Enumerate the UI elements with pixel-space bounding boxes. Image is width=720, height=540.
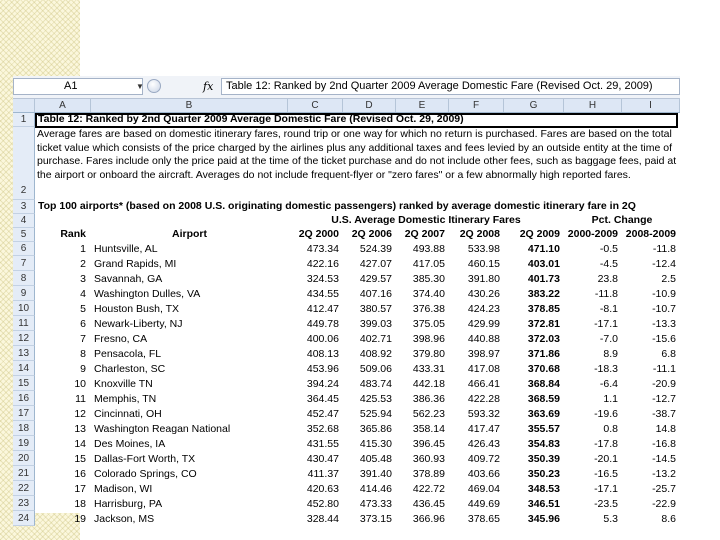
- column-header-d[interactable]: D: [343, 99, 396, 112]
- cell-fare-2q2000[interactable]: 352.68: [306, 423, 339, 435]
- description-text: Average fares are based on domestic itinerary fares, round trip or one way for which no return is purchased. Fares are based on the total ticket value which consists of the price charged by the airlines plus any additional taxes and fees levied by an outside entity at the time of purchase. Fares include only the price paid at the time of the ticket purchase and do not include other fees, such as baggage fees, paid at the airport or onboard the aircraft. Averages do not include frequent-flyer or "zero fares" or a few abnormally high reported fares.: [37, 128, 677, 181]
- cell-fare-2q2006[interactable]: 405.48: [359, 453, 392, 465]
- cell-change-2008-2009[interactable]: -25.7: [652, 483, 676, 495]
- row-header[interactable]: 18: [13, 421, 35, 436]
- cell-airport[interactable]: Cincinnati, OH: [94, 408, 162, 420]
- cell-fare-2q2009[interactable]: 355.57: [527, 423, 560, 435]
- column-header-b[interactable]: B: [91, 99, 288, 112]
- cell-fare-2q2000[interactable]: 420.63: [306, 483, 339, 495]
- cell-change-2008-2009[interactable]: -11.8: [652, 243, 676, 255]
- cell-fare-2q2008[interactable]: 422.28: [467, 393, 500, 405]
- cell-fare-2q2009[interactable]: 354.83: [527, 438, 560, 450]
- cell-change-2000-2009[interactable]: -23.5: [594, 498, 618, 510]
- cell-fare-2q2007[interactable]: 562.23: [412, 408, 445, 420]
- cell-change-2008-2009[interactable]: 14.8: [655, 423, 676, 435]
- cell-fare-2q2006[interactable]: 427.07: [359, 258, 392, 270]
- name-box[interactable]: A1: [13, 78, 143, 95]
- cell-fare-2q2006[interactable]: 414.46: [359, 483, 392, 495]
- cell-fare-2q2007[interactable]: 360.93: [412, 453, 445, 465]
- cell-airport[interactable]: Grand Rapids, MI: [94, 258, 177, 270]
- cell-rank[interactable]: 18: [74, 498, 86, 510]
- cell-fare-2q2007[interactable]: 376.38: [412, 303, 445, 315]
- cell-fare-2q2000[interactable]: 453.96: [306, 363, 339, 375]
- cell-fare-2q2000[interactable]: 430.47: [306, 453, 339, 465]
- cell-fare-2q2006[interactable]: 365.86: [359, 423, 392, 435]
- cell-fare-2q2000[interactable]: 328.44: [306, 513, 339, 525]
- cell-fare-2q2007[interactable]: 436.45: [412, 498, 445, 510]
- cell-change-2000-2009[interactable]: 5.3: [603, 513, 618, 525]
- cell-fare-2q2006[interactable]: 524.39: [359, 243, 392, 255]
- row-header[interactable]: 3: [13, 200, 35, 214]
- cell-fare-2q2007[interactable]: 378.89: [412, 468, 445, 480]
- row-header[interactable]: 2: [13, 127, 35, 200]
- cell-fare-2q2006[interactable]: 391.40: [359, 468, 392, 480]
- cell-fare-2q2008[interactable]: 426.43: [467, 438, 500, 450]
- cell-fare-2q2006[interactable]: 425.53: [359, 393, 392, 405]
- cell-fare-2q2007[interactable]: 433.31: [412, 363, 445, 375]
- cell-rank[interactable]: 17: [74, 483, 86, 495]
- cell-fare-2q2000[interactable]: 411.37: [307, 468, 339, 480]
- formula-input[interactable]: Table 12: Ranked by 2nd Quarter 2009 Average Domestic Fare (Revised Oct. 29, 2009): [221, 78, 680, 95]
- cell-airport[interactable]: Newark-Liberty, NJ: [94, 318, 183, 330]
- cell-change-2008-2009[interactable]: -20.9: [652, 378, 676, 390]
- cell-change-2008-2009[interactable]: 8.6: [661, 513, 676, 525]
- cell-fare-2q2008[interactable]: 449.69: [467, 498, 500, 510]
- cell-rank[interactable]: 10: [74, 378, 86, 390]
- cell-fare-2q2009[interactable]: 372.03: [527, 333, 560, 345]
- cell-rank[interactable]: 16: [74, 468, 86, 480]
- cell-change-2008-2009[interactable]: -16.8: [652, 438, 676, 450]
- cell-airport[interactable]: Washington Dulles, VA: [94, 288, 201, 300]
- formula-bar: [13, 76, 680, 99]
- cell-change-2008-2009[interactable]: -13.3: [652, 318, 676, 330]
- cell-airport[interactable]: Madison, WI: [94, 483, 153, 495]
- column-header-e[interactable]: E: [396, 99, 449, 112]
- row-header[interactable]: 12: [13, 331, 35, 346]
- cell-fare-2q2007[interactable]: 422.72: [412, 483, 445, 495]
- cell-fare-2q2008[interactable]: 466.41: [467, 378, 500, 390]
- cell-fare-2q2007[interactable]: 374.40: [412, 288, 445, 300]
- cell-fare-2q2007[interactable]: 493.88: [412, 243, 445, 255]
- cell-fare-2q2009[interactable]: 471.10: [527, 243, 560, 255]
- cell-fare-2q2006[interactable]: 399.03: [359, 318, 392, 330]
- cell-airport[interactable]: Colorado Springs, CO: [94, 468, 197, 480]
- cell-rank[interactable]: 12: [74, 408, 86, 420]
- cell-rank[interactable]: 6: [80, 318, 86, 330]
- cell-fare-2q2006[interactable]: 415.30: [359, 438, 392, 450]
- cell-fare-2q2009[interactable]: 401.73: [527, 273, 560, 285]
- cell-change-2008-2009[interactable]: -13.2: [652, 468, 676, 480]
- cell-change-2000-2009[interactable]: -20.1: [594, 453, 618, 465]
- cell-change-2008-2009[interactable]: -10.9: [652, 288, 676, 300]
- cell-airport[interactable]: Knoxville TN: [94, 378, 153, 390]
- cell-fare-2q2006[interactable]: 407.16: [359, 288, 392, 300]
- cell-fare-2q2008[interactable]: 460.15: [467, 258, 500, 270]
- spreadsheet-window: [13, 76, 680, 525]
- row-header[interactable]: 7: [13, 256, 35, 271]
- cell-fare-2q2006[interactable]: 408.92: [359, 348, 392, 360]
- header-2q2009: 2Q 2009: [519, 228, 560, 240]
- cell-fare-2q2007[interactable]: 375.05: [412, 318, 445, 330]
- cell-fare-2q2007[interactable]: 442.18: [412, 378, 445, 390]
- cell-fare-2q2009[interactable]: 350.39: [527, 453, 560, 465]
- cell-airport[interactable]: Fresno, CA: [94, 333, 148, 345]
- cell-change-2008-2009[interactable]: -11.1: [652, 363, 676, 375]
- select-all-corner[interactable]: [13, 99, 35, 112]
- cell-rank[interactable]: 3: [80, 273, 86, 285]
- cell-change-2000-2009[interactable]: -18.3: [594, 363, 618, 375]
- cell-fare-2q2006[interactable]: 402.71: [359, 333, 392, 345]
- cell-rank[interactable]: 1: [80, 243, 86, 255]
- column-headers: [13, 99, 680, 113]
- cell-fare-2q2009[interactable]: 346.51: [527, 498, 560, 510]
- name-box-dropdown-icon[interactable]: ▼: [136, 82, 144, 91]
- cell-fare-2q2009[interactable]: 368.59: [527, 393, 560, 405]
- cell-fare-2q2009[interactable]: 371.86: [527, 348, 560, 360]
- cell-fare-2q2008[interactable]: 593.32: [467, 408, 500, 420]
- cell-airport[interactable]: Des Moines, IA: [94, 438, 166, 450]
- fares-group-header: U.S. Average Domestic Itinerary Fares: [331, 214, 521, 226]
- cell-fare-2q2000[interactable]: 324.53: [306, 273, 339, 285]
- header-rank: Rank: [60, 228, 86, 240]
- column-header-i[interactable]: I: [622, 99, 680, 112]
- row-header[interactable]: 1: [13, 113, 35, 127]
- row-header[interactable]: 4: [13, 214, 35, 228]
- cell-rank[interactable]: 8: [80, 348, 86, 360]
- header-airport: Airport: [172, 228, 207, 240]
- row-header[interactable]: 21: [13, 466, 35, 481]
- cell-change-2000-2009[interactable]: -17.1: [594, 318, 618, 330]
- cell-rank[interactable]: 14: [74, 438, 86, 450]
- row-header[interactable]: 23: [13, 496, 35, 511]
- cell-fare-2q2007[interactable]: 386.36: [412, 393, 445, 405]
- cell-fare-2q2000[interactable]: 408.13: [306, 348, 339, 360]
- cell-airport[interactable]: Memphis, TN: [94, 393, 157, 405]
- cell-change-2000-2009[interactable]: -7.0: [599, 333, 618, 345]
- cell-fare-2q2008[interactable]: 409.72: [467, 453, 500, 465]
- row-header[interactable]: 10: [13, 301, 35, 316]
- row-header[interactable]: 14: [13, 361, 35, 376]
- row-header[interactable]: 6: [13, 242, 35, 256]
- header-2q2000: 2Q 2000: [298, 228, 339, 240]
- table-title: Table 12: Ranked by 2nd Quarter 2009 Average Domestic Fare (Revised Oct. 29, 2009): [38, 113, 464, 125]
- cell-fare-2q2008[interactable]: 424.23: [467, 303, 500, 315]
- cell-fare-2q2009[interactable]: 403.01: [527, 258, 560, 270]
- cell-fare-2q2009[interactable]: 383.22: [527, 288, 560, 300]
- cell-change-2000-2009[interactable]: -17.1: [594, 483, 618, 495]
- cell-airport[interactable]: Savannah, GA: [94, 273, 163, 285]
- cell-fare-2q2009[interactable]: 348.53: [527, 483, 560, 495]
- formula-circle-icon: [147, 79, 161, 93]
- cell-airport[interactable]: Charleston, SC: [94, 363, 166, 375]
- cell-fare-2q2008[interactable]: 403.66: [467, 468, 500, 480]
- cell-change-2008-2009[interactable]: -10.7: [652, 303, 676, 315]
- cell-fare-2q2009[interactable]: 372.81: [527, 318, 560, 330]
- cell-fare-2q2000[interactable]: 449.78: [306, 318, 339, 330]
- cell-fare-2q2007[interactable]: 398.96: [412, 333, 445, 345]
- cell-fare-2q2000[interactable]: 394.24: [306, 378, 339, 390]
- cell-change-2008-2009[interactable]: 6.8: [661, 348, 676, 360]
- cell-airport[interactable]: Pensacola, FL: [94, 348, 162, 360]
- cell-fare-2q2009[interactable]: 345.96: [527, 513, 560, 525]
- cell-fare-2q2009[interactable]: 368.84: [527, 378, 560, 390]
- cell-fare-2q2008[interactable]: 533.98: [467, 243, 500, 255]
- pct-change-group-header: Pct. Change: [591, 214, 653, 226]
- cell-fare-2q2006[interactable]: 373.15: [359, 513, 392, 525]
- cell-fare-2q2007[interactable]: 396.45: [412, 438, 445, 450]
- row-header[interactable]: 22: [13, 481, 35, 496]
- column-header-g[interactable]: G: [504, 99, 564, 112]
- cell-change-2000-2009[interactable]: -0.5: [599, 243, 618, 255]
- cell-fare-2q2008[interactable]: 429.99: [467, 318, 500, 330]
- cell-airport[interactable]: Huntsville, AL: [94, 243, 158, 255]
- cell-fare-2q2000[interactable]: 431.55: [306, 438, 339, 450]
- row-header[interactable]: 8: [13, 271, 35, 286]
- cell-airport[interactable]: Washington Reagan National: [94, 423, 231, 435]
- cell-change-2008-2009[interactable]: -14.5: [652, 453, 676, 465]
- cell-change-2000-2009[interactable]: 8.9: [603, 348, 618, 360]
- cell-fare-2q2000[interactable]: 364.45: [306, 393, 339, 405]
- cell-fare-2q2008[interactable]: 430.26: [467, 288, 500, 300]
- cell-change-2000-2009[interactable]: 1.1: [603, 393, 618, 405]
- cell-fare-2q2006[interactable]: 483.74: [359, 378, 392, 390]
- row-header[interactable]: 24: [13, 511, 35, 526]
- header-change-2008-2009: 2008-2009: [625, 228, 676, 240]
- row-header[interactable]: 11: [13, 316, 35, 331]
- cell-fare-2q2000[interactable]: 412.47: [306, 303, 339, 315]
- cell-fare-2q2006[interactable]: 525.94: [359, 408, 392, 420]
- row-header[interactable]: 19: [13, 436, 35, 451]
- cell-fare-2q2008[interactable]: 440.88: [467, 333, 500, 345]
- insert-function-icon[interactable]: fx: [203, 80, 214, 93]
- row-header[interactable]: 13: [13, 346, 35, 361]
- cell-fare-2q2006[interactable]: 473.33: [359, 498, 392, 510]
- cell-fare-2q2000[interactable]: 473.34: [306, 243, 339, 255]
- cell-airport[interactable]: Houston Bush, TX: [94, 303, 180, 315]
- column-header-a[interactable]: A: [35, 99, 91, 112]
- row-header[interactable]: 5: [13, 228, 35, 242]
- cell-airport[interactable]: Dallas-Fort Worth, TX: [94, 453, 196, 465]
- cell-fare-2q2006[interactable]: 380.57: [359, 303, 392, 315]
- cell-change-2000-2009[interactable]: -17.8: [594, 438, 618, 450]
- cell-fare-2q2008[interactable]: 398.97: [467, 348, 500, 360]
- cell-fare-2q2000[interactable]: 422.16: [306, 258, 339, 270]
- column-header-c[interactable]: C: [288, 99, 343, 112]
- row-header[interactable]: 15: [13, 376, 35, 391]
- cell-airport[interactable]: Jackson, MS: [94, 513, 155, 525]
- cell-rank[interactable]: 19: [74, 513, 86, 525]
- cell-fare-2q2009[interactable]: 350.23: [527, 468, 560, 480]
- cell-change-2000-2009[interactable]: -6.4: [599, 378, 618, 390]
- header-2q2006: 2Q 2006: [351, 228, 392, 240]
- header-change-2000-2009: 2000-2009: [567, 228, 618, 240]
- cell-fare-2q2007[interactable]: 366.96: [412, 513, 445, 525]
- cell-fare-2q2009[interactable]: 363.69: [527, 408, 560, 420]
- cell-fare-2q2000[interactable]: 452.47: [306, 408, 339, 420]
- cell-fare-2q2007[interactable]: 358.14: [412, 423, 445, 435]
- cell-change-2008-2009[interactable]: 2.5: [661, 273, 676, 285]
- row-header[interactable]: 17: [13, 406, 35, 421]
- subtitle-text: Top 100 airports* (based on 2008 U.S. originating domestic passengers) ranked by average domestic itinerary fare in 2Q: [38, 200, 636, 212]
- cell-change-2000-2009[interactable]: -11.8: [594, 288, 618, 300]
- column-header-f[interactable]: F: [449, 99, 504, 112]
- cell-fare-2q2008[interactable]: 469.04: [467, 483, 500, 495]
- header-2q2007: 2Q 2007: [404, 228, 445, 240]
- cell-fare-2q2000[interactable]: 452.80: [306, 498, 339, 510]
- cell-change-2000-2009[interactable]: -16.5: [594, 468, 618, 480]
- cell-fare-2q2008[interactable]: 417.47: [467, 423, 500, 435]
- cell-change-2008-2009[interactable]: -12.7: [652, 393, 676, 405]
- cell-airport[interactable]: Harrisburg, PA: [94, 498, 163, 510]
- row-header[interactable]: 9: [13, 286, 35, 301]
- cell-fare-2q2000[interactable]: 434.55: [306, 288, 339, 300]
- formula-tools: [147, 78, 219, 95]
- column-header-h[interactable]: H: [564, 99, 622, 112]
- cell-rank[interactable]: 7: [80, 333, 86, 345]
- cell-rank[interactable]: 2: [80, 258, 86, 270]
- cell-change-2008-2009[interactable]: -12.4: [652, 258, 676, 270]
- cell-rank[interactable]: 15: [74, 453, 86, 465]
- cell-change-2008-2009[interactable]: -38.7: [652, 408, 676, 420]
- cell-change-2000-2009[interactable]: -4.5: [599, 258, 618, 270]
- cell-fare-2q2009[interactable]: 378.85: [527, 303, 560, 315]
- row-header[interactable]: 16: [13, 391, 35, 406]
- header-2q2008: 2Q 2008: [459, 228, 500, 240]
- cell-change-2008-2009[interactable]: -15.6: [652, 333, 676, 345]
- cell-rank[interactable]: 11: [75, 393, 86, 405]
- cell-fare-2q2008[interactable]: 378.65: [467, 513, 500, 525]
- cell-fare-2q2009[interactable]: 370.68: [527, 363, 560, 375]
- cell-change-2000-2009[interactable]: 0.8: [603, 423, 618, 435]
- row-header[interactable]: 20: [13, 451, 35, 466]
- cell-change-2000-2009[interactable]: 23.8: [597, 273, 618, 285]
- cell-rank[interactable]: 5: [80, 303, 86, 315]
- cell-change-2000-2009[interactable]: -8.1: [599, 303, 618, 315]
- cell-fare-2q2008[interactable]: 391.80: [467, 273, 500, 285]
- cell-fare-2q2008[interactable]: 417.08: [467, 363, 500, 375]
- cell-rank[interactable]: 13: [74, 423, 86, 435]
- cell-fare-2q2006[interactable]: 509.06: [359, 363, 392, 375]
- cell-rank[interactable]: 4: [80, 288, 86, 300]
- cell-fare-2q2000[interactable]: 400.06: [306, 333, 339, 345]
- cell-change-2008-2009[interactable]: -22.9: [652, 498, 676, 510]
- cell-change-2000-2009[interactable]: -19.6: [594, 408, 618, 420]
- cell-fare-2q2007[interactable]: 417.05: [412, 258, 445, 270]
- cell-rank[interactable]: 9: [80, 363, 86, 375]
- cell-fare-2q2007[interactable]: 385.30: [412, 273, 445, 285]
- cell-fare-2q2007[interactable]: 379.80: [412, 348, 445, 360]
- cell-fare-2q2006[interactable]: 429.57: [359, 273, 392, 285]
